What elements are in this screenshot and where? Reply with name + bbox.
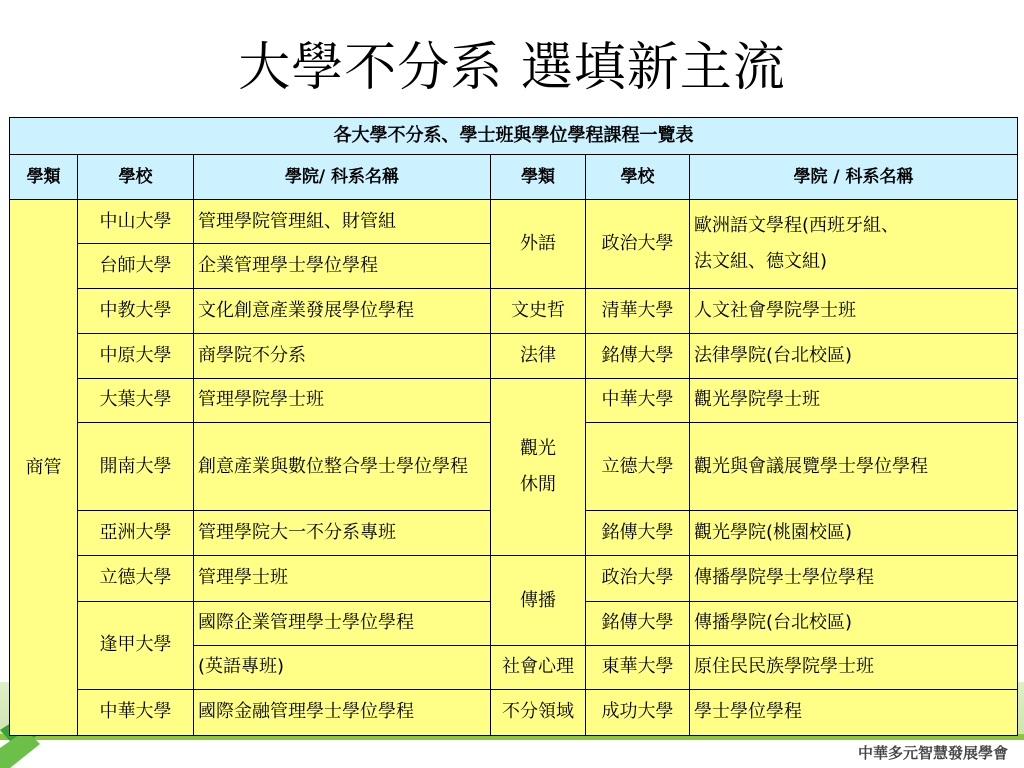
program-cell: 人文社會學院學士班 — [690, 288, 1018, 333]
school-cell: 中華大學 — [586, 378, 690, 422]
school-cell: 清華大學 — [586, 288, 690, 333]
school-cell: 中華大學 — [78, 689, 194, 735]
school-cell: 中原大學 — [78, 333, 194, 378]
school-cell: 政治大學 — [586, 200, 690, 288]
school-cell: 銘傳大學 — [586, 601, 690, 645]
program-cell: 管理學院學士班 — [194, 378, 491, 422]
header-program-right: 學院 / 科系名稱 — [690, 155, 1018, 200]
table-row — [10, 333, 1018, 378]
program-cell: 管理學士班 — [194, 556, 491, 601]
school-cell: 中山大學 — [78, 200, 194, 244]
table-row — [10, 689, 1018, 735]
program-cell: 傳播學院(台北校區) — [690, 601, 1018, 645]
table-row — [10, 378, 1018, 422]
school-cell: 東華大學 — [586, 645, 690, 689]
category-social-psychology: 社會心理 — [491, 645, 586, 689]
table-caption: 各大學不分系、學士班與學位學程課程一覽表 — [10, 118, 1018, 155]
category-business: 商管 — [10, 200, 78, 736]
school-cell: 開南大學 — [78, 422, 194, 510]
program-cell: 管理學院大一不分系專班 — [194, 511, 491, 556]
table-caption-row — [10, 118, 1018, 155]
program-cell: 國際企業管理學士學位學程 — [194, 601, 491, 645]
school-cell: 政治大學 — [586, 556, 690, 601]
program-cell: 企業管理學士學位學程 — [194, 244, 491, 288]
program-line: 法文組、德文組) — [694, 250, 828, 272]
category-foreign-language: 外語 — [491, 200, 586, 288]
program-cell: 觀光與會議展覽學士學位學程 — [690, 422, 1018, 510]
category-undeclared: 不分領域 — [491, 689, 586, 735]
school-cell: 立德大學 — [78, 556, 194, 601]
program-cell: 觀光學院(桃園校區) — [690, 511, 1018, 556]
program-cell: 管理學院管理組、財管組 — [194, 200, 491, 244]
programs-table — [9, 117, 1018, 736]
program-cell: 觀光學院學士班 — [690, 378, 1018, 422]
category-communication: 傳播 — [491, 556, 586, 645]
table-row — [10, 288, 1018, 333]
program-cell: 傳播學院學士學位學程 — [690, 556, 1018, 601]
header-school-right: 學校 — [586, 155, 690, 200]
category-law: 法律 — [491, 333, 586, 378]
school-cell: 銘傳大學 — [586, 333, 690, 378]
header-school-left: 學校 — [78, 155, 194, 200]
program-cell — [690, 200, 1018, 288]
slide-title: 大學不分系 選填新主流 — [238, 38, 786, 98]
category-line: 觀光 — [520, 438, 556, 460]
program-cell: 文化創意產業發展學位學程 — [194, 288, 491, 333]
program-cell: 國際金融管理學士學位學程 — [194, 689, 491, 735]
school-cell: 亞洲大學 — [78, 511, 194, 556]
program-cell: 學士學位學程 — [690, 689, 1018, 735]
school-cell: 中教大學 — [78, 288, 194, 333]
program-line: 歐洲語文學程(西班牙組、 — [694, 214, 900, 236]
school-cell: 銘傳大學 — [586, 511, 690, 556]
category-line: 休閒 — [520, 474, 556, 496]
program-cell: 創意產業與數位整合學士學位學程 — [194, 422, 491, 510]
category-humanities: 文史哲 — [491, 288, 586, 333]
table-row — [10, 556, 1018, 601]
header-program-left: 學院/ 科系名稱 — [194, 155, 491, 200]
program-cell: (英語專班) — [194, 645, 491, 689]
header-category-left: 學類 — [10, 155, 78, 200]
school-cell: 逢甲大學 — [78, 601, 194, 689]
school-cell: 大葉大學 — [78, 378, 194, 422]
table-row — [10, 200, 1018, 244]
footer-organization: 中華多元智慧發展學會 — [857, 744, 1008, 762]
school-cell: 立德大學 — [586, 422, 690, 510]
school-cell: 台師大學 — [78, 244, 194, 288]
header-category-right: 學類 — [491, 155, 586, 200]
school-cell: 成功大學 — [586, 689, 690, 735]
program-cell: 商學院不分系 — [194, 333, 491, 378]
table-header-row — [10, 155, 1018, 200]
category-tourism — [491, 378, 586, 556]
program-cell: 法律學院(台北校區) — [690, 333, 1018, 378]
program-cell: 原住民民族學院學士班 — [690, 645, 1018, 689]
